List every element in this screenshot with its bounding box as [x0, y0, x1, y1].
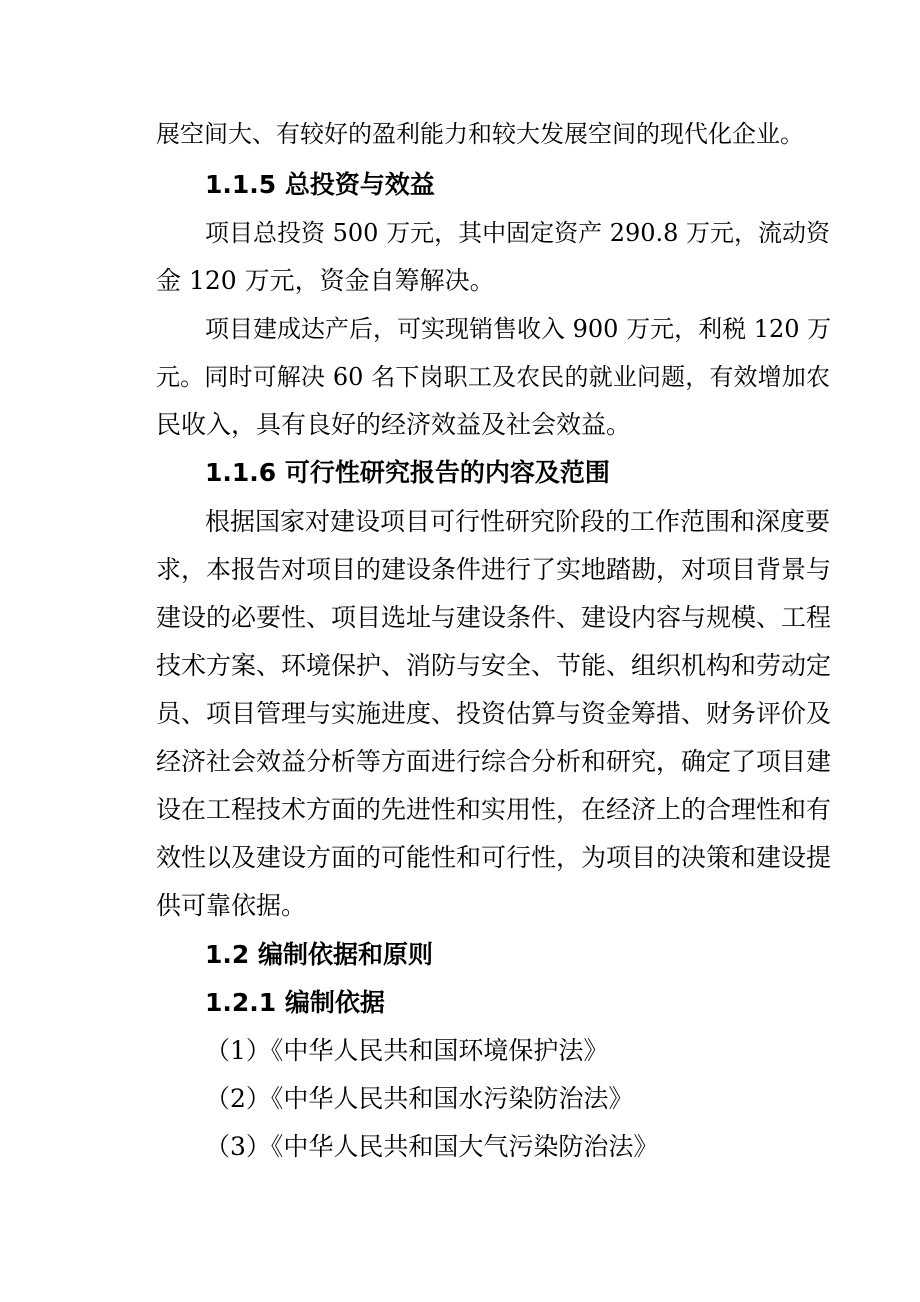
paragraph-line-10: 求，本报告对项目的建设条件进行了实地踏勘，对项目背景与 [156, 555, 832, 584]
list-item-3: （3）《中华人民共和国大气污染防治法》 [205, 1132, 659, 1161]
section-heading-1-2-1: 1.2.1 编制依据 [205, 988, 385, 1017]
paragraph-line-11: 建设的必要性、项目选址与建设条件、建设内容与规模、工程 [156, 603, 832, 632]
list-item-2: （2）《中华人民共和国水污染防治法》 [205, 1084, 634, 1113]
list-item-1: （1）《中华人民共和国环境保护法》 [205, 1036, 609, 1065]
paragraph-line-7: 民收入，具有良好的经济效益及社会效益。 [156, 410, 632, 439]
paragraph-line-16: 效性以及建设方面的可能性和可行性，为项目的决策和建设提 [156, 843, 832, 872]
paragraph-line-6: 元。同时可解决 60 名下岗职工及农民的就业问题，有效增加农 [156, 363, 830, 391]
paragraph-line-17: 供可靠依据。 [156, 891, 307, 920]
paragraph-line-4: 金 120 万元，资金自筹解决。 [156, 266, 495, 295]
paragraph-line-3: 项目总投资 500 万元，其中固定资产 290.8 万元，流动资 [205, 219, 831, 247]
paragraph-line-12: 技术方案、环境保护、消防与安全、节能、组织机构和劳动定 [156, 651, 832, 680]
section-heading-1-1-6: 1.1.6 可行性研究报告的内容及范围 [205, 458, 610, 487]
section-heading-1-2: 1.2 编制依据和原则 [205, 940, 433, 969]
paragraph-line-1: 展空间大、有较好的盈利能力和较大发展空间的现代化企业。 [156, 120, 804, 148]
section-heading-1-1-5: 1.1.5 总投资与效益 [205, 170, 435, 199]
paragraph-line-9: 根据国家对建设项目可行性研究阶段的工作范围和深度要 [205, 507, 831, 536]
paragraph-line-15: 设在工程技术方面的先进性和实用性，在经济上的合理性和有 [156, 795, 832, 824]
paragraph-line-5: 项目建成达产后，可实现销售收入 900 万元，利税 120 万 [205, 315, 832, 343]
paragraph-line-13: 员、项目管理与实施进度、投资估算与资金筹措、财务评价及 [156, 699, 832, 728]
paragraph-line-14: 经济社会效益分析等方面进行综合分析和研究，确定了项目建 [156, 747, 832, 776]
